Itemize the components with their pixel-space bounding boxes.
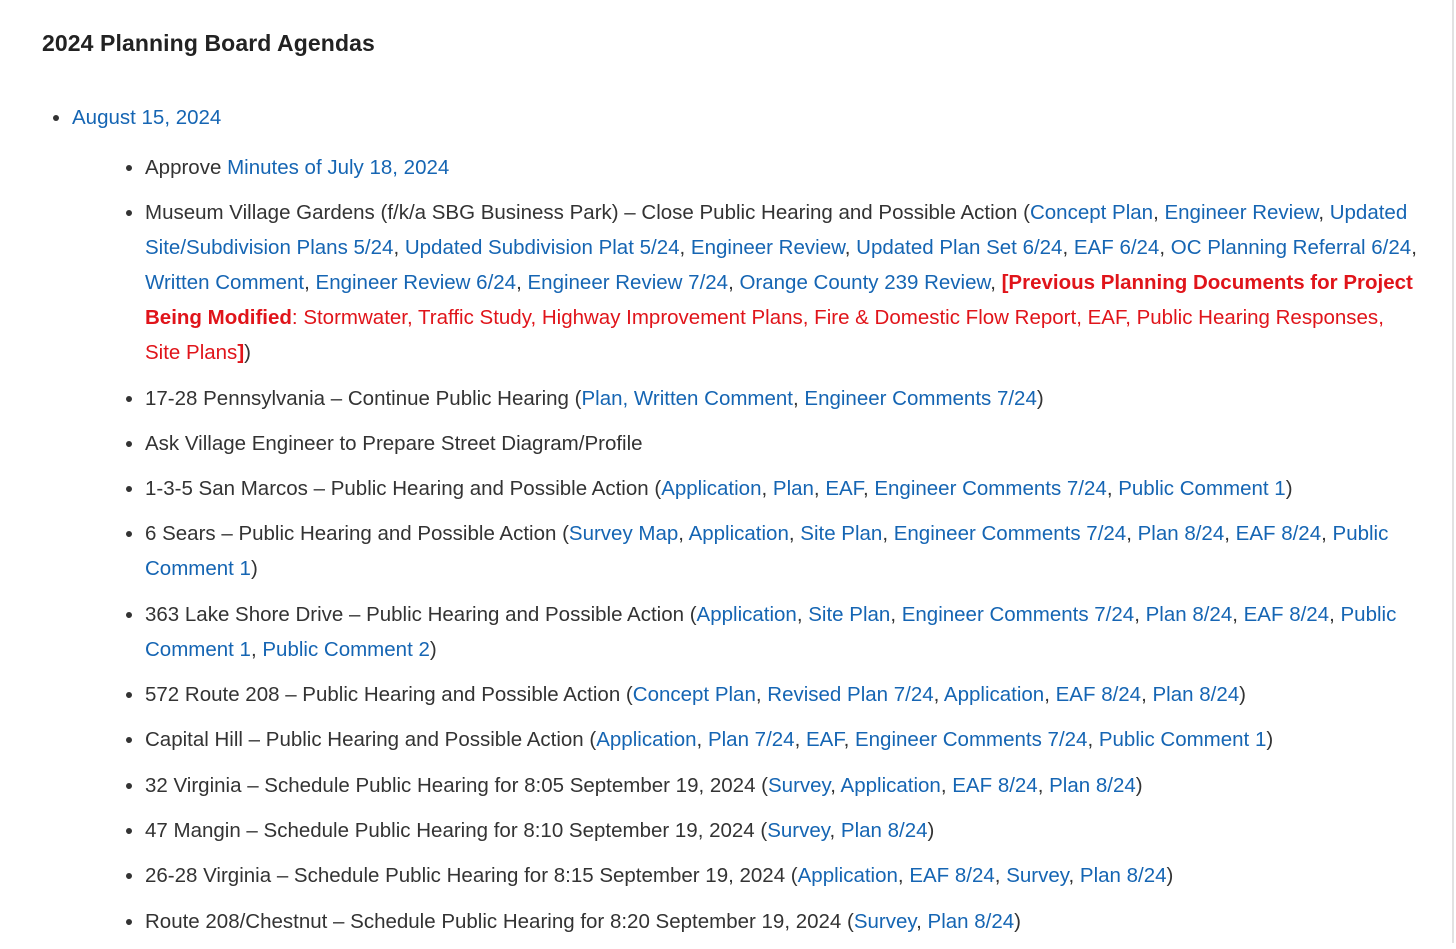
close-paren: ) xyxy=(1135,773,1143,797)
engineer-review-6-24-link[interactable]: Engineer Review 6/24 xyxy=(315,271,517,295)
plan-8-24-link[interactable]: Plan 8/24 xyxy=(1152,683,1240,707)
meeting-list xyxy=(42,101,1432,949)
engineer-review-7-24-link[interactable]: Engineer Review 7/24 xyxy=(527,271,729,295)
agenda-item-text: 17-28 Pennsylvania – Continue Public Hearing ( xyxy=(145,386,582,410)
application-link[interactable]: Application xyxy=(696,602,797,626)
separator: , xyxy=(696,728,708,752)
close-paren: ) xyxy=(250,557,258,581)
separator: , xyxy=(994,864,1007,888)
separator: , xyxy=(1318,201,1330,225)
agenda-item-text: 6 Sears – Public Hearing and Possible Action ( xyxy=(145,522,569,546)
separator: , xyxy=(802,306,815,330)
survey-link[interactable]: Survey xyxy=(853,909,917,933)
separator: , xyxy=(933,683,944,707)
agenda-item-text: Ask Village Engineer to Prepare Street Diagram/Profile xyxy=(145,431,643,455)
fire-domestic-flow-report-link[interactable]: Fire & Domestic Flow Report xyxy=(814,306,1077,330)
stormwater-link[interactable]: Stormwater xyxy=(303,306,407,330)
close-paren: ) xyxy=(1266,728,1274,752)
agenda-item-text: Approve xyxy=(145,156,228,179)
separator: , xyxy=(1126,522,1138,546)
agenda-item-street-diagram xyxy=(145,426,1432,461)
plan-8-24-link[interactable]: Plan 8/24 xyxy=(1079,864,1167,888)
application-link[interactable]: Application xyxy=(661,477,762,501)
separator: , xyxy=(1321,522,1333,546)
agenda-item-capital-hill xyxy=(145,722,1432,757)
revised-plan-link[interactable]: Revised Plan 7/24 xyxy=(767,683,934,707)
public-comment-1-link[interactable]: Public Comment 1 xyxy=(145,522,1389,581)
minutes-link[interactable]: Minutes of July 18, 2024 xyxy=(227,156,450,179)
eaf-8-24-link[interactable]: EAF 8/24 xyxy=(952,773,1038,797)
oc-planning-referral-link[interactable]: OC Planning Referral 6/24 xyxy=(1170,236,1412,260)
eaf-link[interactable]: EAF 6/24 xyxy=(1073,236,1160,260)
eaf-8-24-link[interactable]: EAF 8/24 xyxy=(1243,602,1330,626)
agenda-item-1-3-5-san-marcos xyxy=(145,471,1432,506)
engineer-comments-link[interactable]: Engineer Comments 7/24 xyxy=(901,602,1135,626)
separator: , xyxy=(1329,602,1341,626)
separator: , xyxy=(1087,728,1099,752)
agenda-item-text: 47 Mangin – Schedule Public Hearing for 8:10 September 19, 2024 ( xyxy=(145,818,768,842)
separator: , xyxy=(1159,236,1171,260)
separator: , xyxy=(843,728,855,752)
previous-documents-colon: : xyxy=(291,306,304,330)
survey-link[interactable]: Survey xyxy=(768,773,831,797)
meeting-item xyxy=(72,101,1432,939)
agenda-item-route-208-chestnut xyxy=(145,904,1432,939)
separator: , xyxy=(916,909,928,933)
survey-map-link[interactable]: Survey Map xyxy=(568,522,679,546)
agenda-item-museum-village-gardens xyxy=(145,195,1432,370)
separator: , xyxy=(793,386,805,410)
public-comment-1-link[interactable]: Public Comment 1 xyxy=(1098,728,1267,752)
close-paren: ) xyxy=(1014,909,1021,933)
site-plans-link[interactable]: Site Plans xyxy=(145,341,238,365)
plan-8-24-link[interactable]: Plan 8/24 xyxy=(840,818,928,842)
agenda-item-26-28-virginia xyxy=(145,858,1432,893)
public-comment-1-link[interactable]: Public Comment 1 xyxy=(1118,477,1286,501)
agenda-item-32-virginia xyxy=(145,768,1432,803)
agenda-item-text: Route 208/Chestnut – Schedule Public Hearing for 8:20 September 19, 2024 ( xyxy=(145,909,854,933)
separator: , xyxy=(794,728,806,752)
plan-link[interactable]: Plan xyxy=(772,477,814,501)
engineer-comments-link[interactable]: Engineer Comments 7/24 xyxy=(893,522,1127,546)
separator: , xyxy=(761,477,773,501)
agenda-item-text: 26-28 Virginia – Schedule Public Hearing for 8:15 September 19, 2024 ( xyxy=(145,864,798,888)
plan-written-comment-link[interactable]: Plan, Written Comment xyxy=(581,386,793,410)
previous-documents-close: ] xyxy=(237,341,245,365)
updated-site-subdivision-plans-link[interactable]: Updated Site/Subdivision Plans 5/24 xyxy=(145,201,1408,260)
separator: , xyxy=(788,522,801,546)
agenda-item-text: 32 Virginia – Schedule Public Hearing for 8:05 September 19, 2024 ( xyxy=(145,773,768,797)
separator: , xyxy=(890,602,902,626)
engineer-review-link[interactable]: Engineer Review xyxy=(690,236,845,260)
separator: , xyxy=(1232,602,1244,626)
separator: , xyxy=(829,818,841,842)
plan-8-24-link[interactable]: Plan 8/24 xyxy=(1137,522,1225,546)
separator: , xyxy=(830,773,841,797)
separator: , xyxy=(940,773,953,797)
traffic-study-link[interactable]: Traffic Study xyxy=(418,306,531,330)
eaf-link[interactable]: EAF xyxy=(825,477,863,501)
eaf-8-24-link[interactable]: EAF 8/24 xyxy=(1235,522,1322,546)
separator: , xyxy=(406,306,419,330)
separator: , xyxy=(1068,864,1080,888)
agenda-item-text: 1-3-5 San Marcos – Public Hearing and Possible Action ( xyxy=(145,477,662,501)
survey-link[interactable]: Survey xyxy=(767,818,830,842)
plan-7-24-link[interactable]: Plan 7/24 xyxy=(707,728,795,752)
separator: , xyxy=(1134,602,1146,626)
plan-8-24-link[interactable]: Plan 8/24 xyxy=(1049,773,1136,797)
concept-plan-link[interactable]: Concept Plan xyxy=(632,683,756,707)
public-comment-2-link[interactable]: Public Comment 2 xyxy=(262,637,430,661)
separator: , xyxy=(530,306,542,330)
close-paren: ) xyxy=(429,637,437,661)
separator: , xyxy=(844,236,857,260)
agenda-item-47-mangin xyxy=(145,813,1432,848)
engineer-comments-link[interactable]: Engineer Comments 7/24 xyxy=(854,728,1088,752)
application-link[interactable]: Application xyxy=(840,773,941,797)
updated-subdivision-plat-link[interactable]: Updated Subdivision Plat 5/24 xyxy=(404,236,680,260)
previous-eaf-link[interactable]: EAF xyxy=(1087,306,1126,330)
application-link[interactable]: Application xyxy=(797,864,898,888)
application-link[interactable]: Application xyxy=(688,522,789,546)
separator: , xyxy=(755,683,768,707)
close-paren: ) xyxy=(1166,864,1174,888)
agenda-list xyxy=(72,150,1432,939)
written-comment-link[interactable]: Written Comment xyxy=(145,271,305,295)
engineer-review-link[interactable]: Engineer Review xyxy=(1164,201,1319,225)
previous-documents-label: [Previous Planning Documents for Project Being Modified xyxy=(145,271,1413,330)
separator: , xyxy=(678,522,689,546)
separator: , xyxy=(1141,683,1153,707)
separator: , xyxy=(728,271,740,295)
separator: , xyxy=(862,477,875,501)
separator: , xyxy=(796,602,809,626)
updated-plan-set-link[interactable]: Updated Plan Set 6/24 xyxy=(856,236,1063,260)
page-title: 2024 Planning Board Agendas xyxy=(42,30,375,56)
site-plan-link[interactable]: Site Plan xyxy=(808,602,891,626)
separator: , xyxy=(1106,477,1119,501)
eaf-8-24-link[interactable]: EAF 8/24 xyxy=(909,864,995,888)
orange-county-239-review-link[interactable]: Orange County 239 Review xyxy=(739,271,991,295)
agenda-item-6-sears xyxy=(145,516,1432,586)
separator: , xyxy=(990,271,1002,295)
public-hearing-responses-link[interactable]: Public Hearing Responses xyxy=(1136,306,1379,330)
separator: , xyxy=(1224,522,1236,546)
agenda-item-17-28-pennsylvania xyxy=(145,381,1432,416)
plan-8-24-link[interactable]: Plan 8/24 xyxy=(1145,602,1233,626)
separator: , xyxy=(882,522,894,546)
separator: , xyxy=(1037,773,1050,797)
separator: , xyxy=(897,864,910,888)
close-paren: ) xyxy=(1239,683,1246,707)
agenda-item-text: Museum Village Gardens (f/k/a SBG Business Park) – Close Public Hearing and Possible Action ( xyxy=(145,201,1030,225)
engineer-comments-link[interactable]: Engineer Comments 7/24 xyxy=(874,477,1107,501)
eaf-8-24-link[interactable]: EAF 8/24 xyxy=(1055,683,1142,707)
separator: , xyxy=(1411,236,1417,260)
close-paren: ) xyxy=(244,341,251,365)
separator: , xyxy=(1044,683,1056,707)
site-plan-link[interactable]: Site Plan xyxy=(800,522,883,546)
separator: , xyxy=(250,637,263,661)
agenda-item-572-route-208 xyxy=(145,677,1432,712)
separator: , xyxy=(1062,236,1074,260)
agenda-item-approve-minutes xyxy=(145,150,1432,185)
agenda-item-text: 363 Lake Shore Drive – Public Hearing and Possible Action ( xyxy=(145,602,697,626)
separator: , xyxy=(1153,201,1165,225)
separator: , xyxy=(679,236,691,260)
close-paren: ) xyxy=(1036,386,1044,410)
close-paren: ) xyxy=(927,818,935,842)
page-right-border xyxy=(1452,0,1454,943)
eaf-link[interactable]: EAF xyxy=(805,728,844,752)
application-link[interactable]: Application xyxy=(596,728,697,752)
survey-link[interactable]: Survey xyxy=(1006,864,1069,888)
agenda-item-363-lake-shore-drive xyxy=(145,597,1432,667)
separator: , xyxy=(1125,306,1137,330)
concept-plan-link[interactable]: Concept Plan xyxy=(1029,201,1154,225)
separator: , xyxy=(393,236,405,260)
public-comment-1-link[interactable]: Public Comment 1 xyxy=(145,602,1397,661)
separator: , xyxy=(813,477,826,501)
close-paren: ) xyxy=(1285,477,1293,501)
agenda-item-text: 572 Route 208 – Public Hearing and Possible Action ( xyxy=(145,683,633,707)
separator: , xyxy=(516,271,528,295)
separator: , xyxy=(304,271,316,295)
separator: , xyxy=(1378,306,1384,330)
application-link[interactable]: Application xyxy=(943,683,1045,707)
plan-8-24-link[interactable]: Plan 8/24 xyxy=(927,909,1015,933)
highway-improvement-plans-link[interactable]: Highway Improvement Plans xyxy=(541,306,803,330)
meeting-date-link[interactable]: August 15, 2024 xyxy=(72,106,222,129)
engineer-comments-link[interactable]: Engineer Comments 7/24 xyxy=(804,386,1037,410)
separator: , xyxy=(1076,306,1088,330)
agenda-item-text: Capital Hill – Public Hearing and Possible Action ( xyxy=(145,728,597,752)
